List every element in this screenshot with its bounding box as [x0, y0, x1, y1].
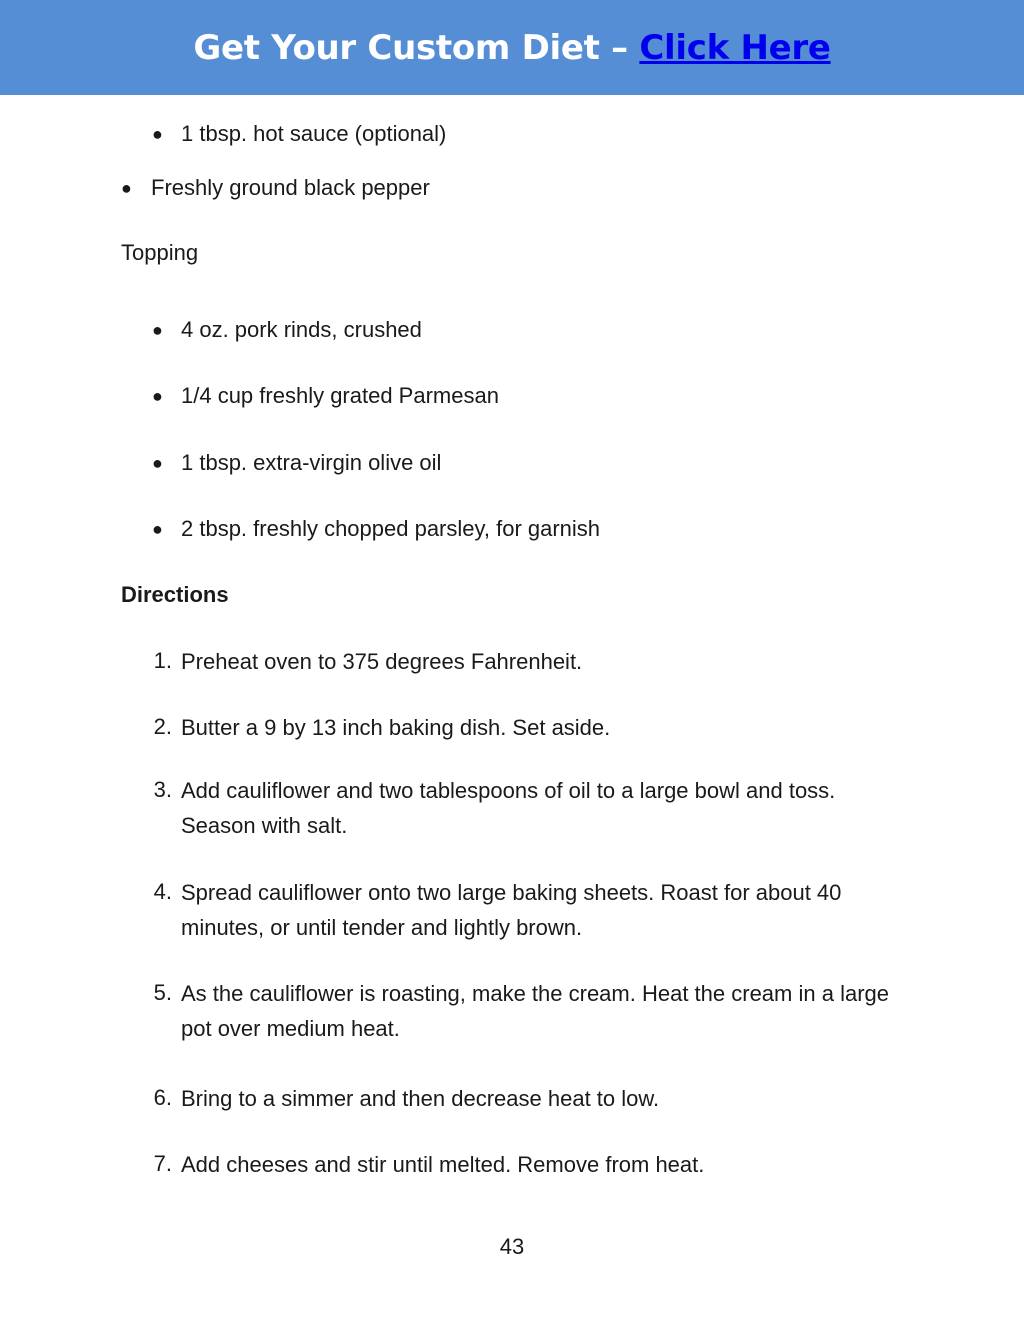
step-number: 6. [153, 1085, 172, 1110]
step-number: 1. [153, 648, 172, 673]
bullet-dot: ● [152, 320, 163, 340]
ingredient-item: Freshly ground black pepper [151, 175, 430, 200]
step-number: 4. [153, 879, 172, 904]
step-text: Spread cauliflower onto two large baking sheets. Roast for about 40 minutes, or until tender and lightly brown. [181, 880, 842, 940]
click-here-link[interactable]: Click Here [639, 27, 831, 68]
step-number: 2. [153, 714, 172, 739]
step-number: 7. [153, 1151, 172, 1176]
bullet-dot: ● [152, 453, 163, 473]
directions-heading: Directions [121, 582, 229, 607]
page-number: 43 [499, 1234, 525, 1259]
promo-banner [0, 0, 1024, 95]
topping-item: 1/4 cup freshly grated Parmesan [181, 383, 499, 408]
step-text: Add cheeses and stir until melted. Remove from heat. [181, 1152, 705, 1177]
topping-heading: Topping [121, 240, 199, 265]
bullet-dot: ● [152, 124, 163, 144]
topping-item: 2 tbsp. freshly chopped parsley, for garnish [181, 516, 601, 541]
banner-headline [193, 28, 830, 68]
ingredient-item: 1 tbsp. hot sauce (optional) [181, 121, 447, 146]
bullet-dot: ● [152, 519, 163, 539]
step-number: 3. [153, 777, 172, 802]
topping-item: 1 tbsp. extra-virgin olive oil [181, 450, 442, 475]
step-number: 5. [153, 980, 172, 1005]
bullet-dot: ● [121, 178, 132, 198]
topping-item: 4 oz. pork rinds, crushed [181, 317, 422, 342]
bullet-dot: ● [152, 386, 163, 406]
step-text: Bring to a simmer and then decrease heat to low. [181, 1086, 660, 1111]
step-text: As the cauliflower is roasting, make the cream. Heat the cream in a large pot over medium heat. [181, 981, 889, 1041]
step-text: Butter a 9 by 13 inch baking dish. Set aside. [181, 715, 611, 740]
step-text: Preheat oven to 375 degrees Fahrenheit. [181, 649, 583, 674]
step-text: Add cauliflower and two tablespoons of oil to a large bowl and toss. Season with salt. [181, 778, 836, 838]
banner-prefix: Get Your Custom Diet – [193, 27, 640, 68]
